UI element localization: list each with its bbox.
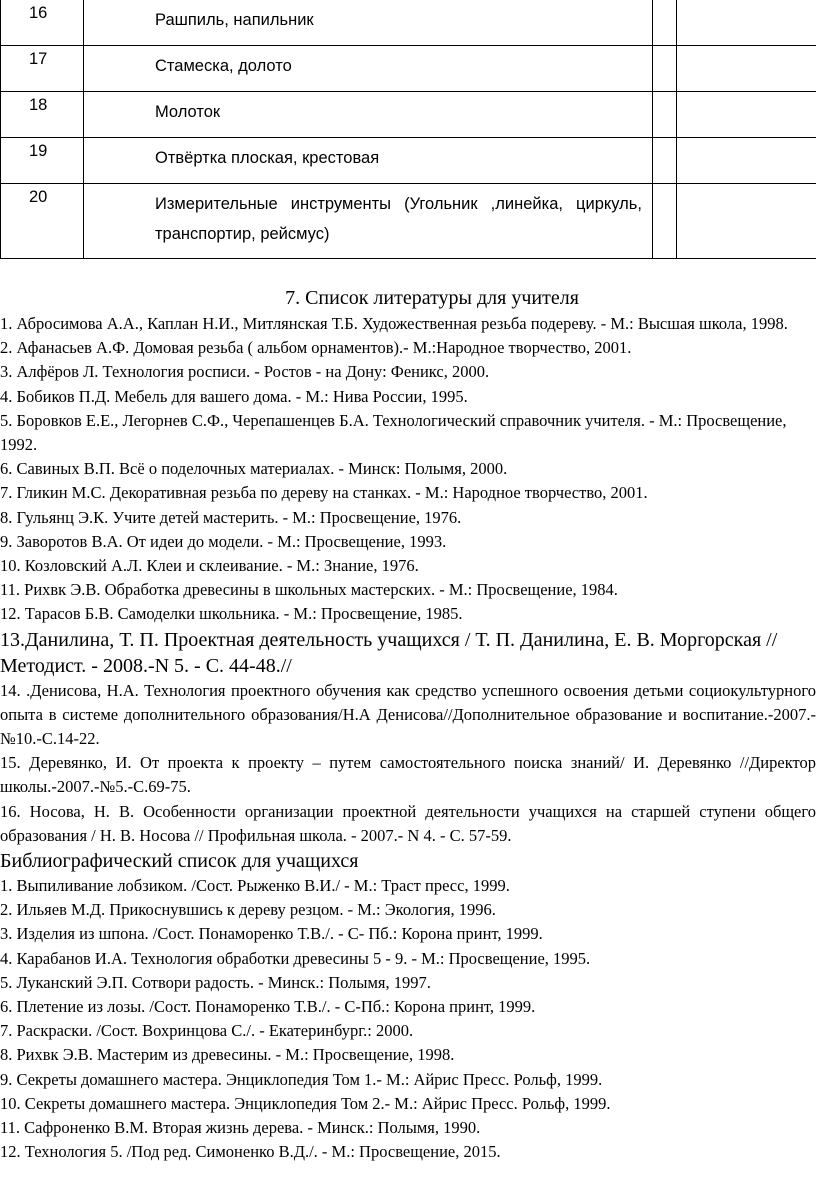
tool-name: Измерительные инструменты (Угольник ,линейка, циркуль, транспортир, рейсмус): [84, 183, 653, 258]
empty-cell: [677, 137, 816, 183]
empty-cell: [653, 183, 677, 258]
bibliography-item: 16. Носова, Н. В. Особенности организации проектной деятельности учащихся на старшей ступени общего образования / Н. В. Носова // Профильная школа. - 2007.- N 4. - С. 57-59.: [0, 801, 816, 845]
row-number: 20: [1, 183, 84, 258]
bibliography-item: 14. .Денисова, Н.А. Технология проектного обучения как средство успешного освоения детьми социокультурного опыта в системе дополнительного образования/Н.А Денисова//Дополнительное образование и воспитание.-2007.-№10.-С.14-22.: [0, 680, 816, 749]
teacher-literature-title: 7. Список литературы для учителя: [285, 287, 579, 309]
empty-cell: [677, 183, 816, 258]
table-row: [1, 137, 816, 183]
empty-cell: [653, 45, 677, 91]
table-row: [1, 91, 816, 137]
bibliography-item: 15. Деревянко, И. От проекта к проекту – путем самостоятельного поиска знаний/ И. Деревянко //Директор школы.-2007.-№5.-С.69-75.: [0, 753, 816, 797]
row-number: 16: [1, 0, 84, 45]
empty-cell: [653, 0, 677, 45]
student-bibliography-list: [0, 874, 816, 1164]
bibliography-item: 5. Боровков Е.Е., Легорнев С.Ф., Черепашенцев Б.А. Технологический справочник учителя. - М.: Просвещение, 1992.: [0, 410, 787, 455]
bibliography-item: 3. Изделия из шпона. /Сост. Понаморенко Т.В./. - С- Пб.: Корона принт, 1999.: [0, 924, 543, 944]
bibliography-item: 10. Козловский А.Л. Клеи и склеивание. - М.: Знание, 1976.: [0, 556, 419, 576]
bibliography-item: 2. Ильяев М.Д. Прикоснувшись к дереву резцом. - М.: Экология, 1996.: [0, 900, 496, 920]
empty-cell: [653, 137, 677, 183]
literature-section: [0, 284, 816, 1165]
tool-name: Рашпиль, напильник: [84, 0, 653, 45]
row-number: 19: [1, 137, 84, 183]
empty-cell: [677, 45, 816, 91]
bibliography-item: 6. Савиных В.П. Всё о поделочных материалах. - Минск: Полымя, 2000.: [0, 459, 508, 479]
bibliography-item: 4. Карабанов И.А. Технология обработки древесины 5 - 9. - М.: Просвещение, 1995.: [0, 948, 591, 968]
empty-cell: [653, 91, 677, 137]
bibliography-item: 7. Гликин М.С. Декоративная резьба по дереву на станках. - М.: Народное творчество, 2001.: [0, 483, 648, 503]
bibliography-item: 1. Выпиливание лобзиком. /Сост. Рыженко В.И./ - М.: Траст пресс, 1999.: [0, 876, 510, 896]
table-row: [1, 0, 816, 45]
bibliography-item: 6. Плетение из лозы. /Сост. Понаморенко Т.В./. - С-Пб.: Корона принт, 1999.: [0, 997, 536, 1017]
bibliography-item: 13.Данилина, Т. П. Проектная деятельность учащихся / Т. П. Данилина, Е. В. Моргорская // Методист. - 2008.-N 5. - С. 44-48.//: [0, 628, 778, 677]
bibliography-item: 1. Абросимова А.А., Каплан Н.И., Митлянская Т.Б. Художественная резьба подереву. - М.: Высшая школа, 1998.: [0, 314, 788, 333]
bibliography-item: 10. Секреты домашнего мастера. Энциклопедия Том 2.- М.: Айрис Пресс. Рольф, 1999.: [0, 1093, 611, 1113]
empty-cell: [677, 0, 816, 45]
tools-table: [0, 0, 816, 259]
bibliography-item: 7. Раскраски. /Сост. Вохринцова С./. - Екатеринбург.: 2000.: [0, 1021, 414, 1041]
bibliography-item: 3. Алфёров Л. Технология росписи. - Ростов - на Дону: Феникс, 2000.: [0, 362, 490, 382]
bibliography-item: 11. Сафроненко В.М. Вторая жизнь дерева. - Минск.: Полымя, 1990.: [0, 1118, 481, 1138]
student-bibliography-title: Библиографический список для учащихся: [0, 850, 359, 873]
tool-name: Молоток: [84, 91, 653, 137]
empty-cell: [677, 91, 816, 137]
tool-name: Стамеска, долото: [84, 45, 653, 91]
bibliography-item: 11. Рихвк Э.В. Обработка древесины в школьных мастерских. - М.: Просвещение, 1984.: [0, 580, 618, 600]
row-number: 18: [1, 91, 84, 137]
bibliography-item: 4. Бобиков П.Д. Мебель для вашего дома. - М.: Нива России, 1995.: [0, 386, 468, 406]
bibliography-item: 9. Заворотов В.А. От идеи до модели. - М.: Просвещение, 1993.: [0, 531, 447, 551]
bibliography-item: 8. Гульянц Э.К. Учите детей мастерить. - М.: Просвещение, 1976.: [0, 507, 462, 527]
bibliography-item: 12. Тарасов Б.В. Самоделки школьника. - М.: Просвещение, 1985.: [0, 604, 463, 624]
bibliography-item: 5. Луканский Э.П. Сотвори радость. - Минск.: Полымя, 1997.: [0, 972, 431, 992]
table-row: [1, 183, 816, 258]
bibliography-item: 8. Рихвк Э.В. Мастерим из древесины. - М.: Просвещение, 1998.: [0, 1045, 455, 1065]
row-number: 17: [1, 45, 84, 91]
tool-name: Отвёртка плоская, крестовая: [84, 137, 653, 183]
bibliography-item: 9. Секреты домашнего мастера. Энциклопедия Том 1.- М.: Айрис Пресс. Рольф, 1999.: [0, 1069, 603, 1089]
bibliography-item: 12. Технология 5. /Под ред. Симоненко В.Д./. - М.: Просвещение, 2015.: [0, 1142, 501, 1162]
table-row: [1, 45, 816, 91]
bibliography-item: 2. Афанасьев А.Ф. Домовая резьба ( альбом орнаментов).- М.:Народное творчество, 2001.: [0, 338, 632, 358]
teacher-literature-list: [0, 312, 816, 848]
